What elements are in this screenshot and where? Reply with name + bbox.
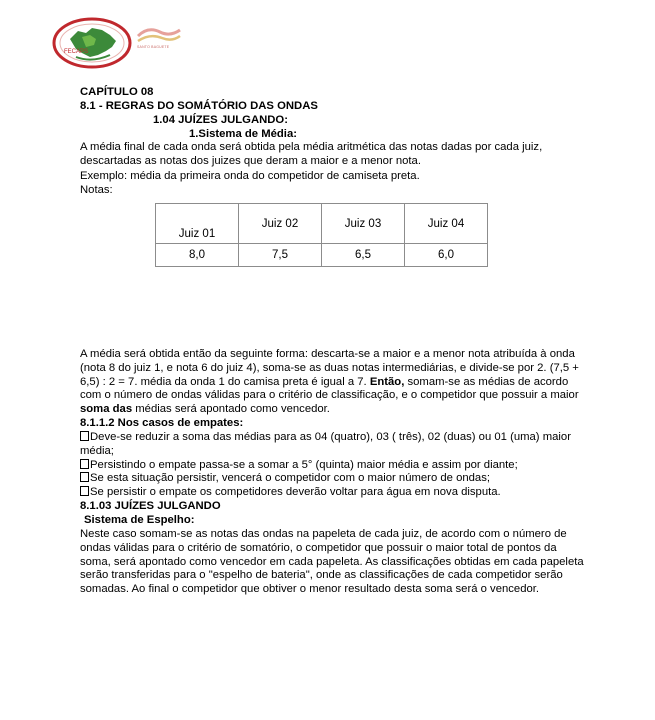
explanation-bold1: Então, — [369, 375, 405, 388]
subsection-title: 1.04 JUÍZES JULGANDO: — [153, 114, 288, 126]
espelho-title: 8.1.03 JUÍZES JULGANDO — [80, 499, 221, 512]
table-value-cell: 8,0 — [156, 244, 239, 267]
explanation-part1: A média será obtida então da seguinte forma: descarta-se a maior e a menor nota atribuída à onda (nota 8 do juiz 1, e nota 6 do juiz 4), soma-se as duas notas intermediárias, e divide-se por 2. (7,5 + 6,5) : 2 = 7. média da onda 1 do camisa preta é igual a 7. — [80, 348, 579, 388]
sponsor-caption: SANTO BAGUETE — [137, 45, 170, 49]
example-line: Exemplo: média da primeira onda do competidor de camiseta preta. — [80, 169, 420, 182]
subsubsection-title: 1.Sistema de Média: — [189, 128, 297, 140]
rules-body — [80, 348, 585, 597]
espelho-paragraph: Neste caso somam-se as notas das ondas na papeleta de cada juiz, de acordo com o número de ondas válidas para o critério de somatório, o competidor que possuir o maior total de pontos da soma, será apontado como vencedor em cada papeleta. As classificações obtidas em cada papeleta serão transferidas para o "espelho de bateria", onde as classificações de cada competidor serão somadas. Ao final o competidor que obtiver o menor resultado desta soma será o vencedor. — [80, 527, 584, 596]
table-header-cell: Juiz 03 — [322, 204, 405, 244]
table-value-cell: 7,5 — [239, 244, 322, 267]
explanation-part3: médias será apontado como vencedor. — [135, 403, 330, 416]
notes-table — [155, 203, 488, 267]
empate-item: Se esta situação persistir, vencerá o competidor com o maior número de ondas; — [80, 472, 585, 486]
sponsor-logo — [134, 26, 184, 52]
explanation-part2: somam-se as médias de acordo com o número de ondas válidas para o critério de classificação, e o competidor que possuir a maior — [80, 375, 579, 402]
chapter-intro — [80, 85, 585, 197]
notas-label: Notas: — [80, 183, 113, 196]
checkbox-bullet-icon — [80, 472, 89, 482]
table-header-cell: Juiz 01 — [156, 204, 239, 244]
logo-text: FECAPS — [64, 49, 89, 55]
empate-item: Persistindo o empate passa-se a somar a 5° (quinta) maior média e assim por diante; — [80, 459, 585, 473]
checkbox-bullet-icon — [80, 431, 89, 441]
checkbox-bullet-icon — [80, 459, 89, 469]
table-value-cell: 6,0 — [405, 244, 488, 267]
empate-item: Se persistir o empate os competidores deverão voltar para água em nova disputa. — [80, 486, 585, 500]
fecaps-logo — [52, 17, 132, 69]
explanation-paragraph — [80, 348, 585, 417]
checkbox-bullet-icon — [80, 486, 89, 496]
empate-item: Deve-se reduzir a soma das médias para as 04 (quatro), 03 ( três), 02 (duas) ou 01 (uma) maior média; — [80, 430, 571, 457]
chapter-title: CAPÍTULO 08 — [80, 86, 154, 98]
section-title: 8.1 - REGRAS DO SOMÁTÓRIO DAS ONDAS — [80, 100, 318, 112]
table-header-cell: Juiz 04 — [405, 204, 488, 244]
paragraph-media: A média final de cada onda será obtida pela média aritmética das notas dadas por cada juiz, descartadas as notas dos juizes que deram a maior e a menor nota. — [80, 141, 543, 167]
empates-title: 8.1.1.2 Nos casos de empates: — [80, 416, 244, 429]
explanation-bold2: soma das — [80, 403, 133, 416]
table-header-cell: Juiz 02 — [239, 204, 322, 244]
table-value-cell: 6,5 — [322, 244, 405, 267]
espelho-subtitle: Sistema de Espelho: — [84, 513, 195, 526]
